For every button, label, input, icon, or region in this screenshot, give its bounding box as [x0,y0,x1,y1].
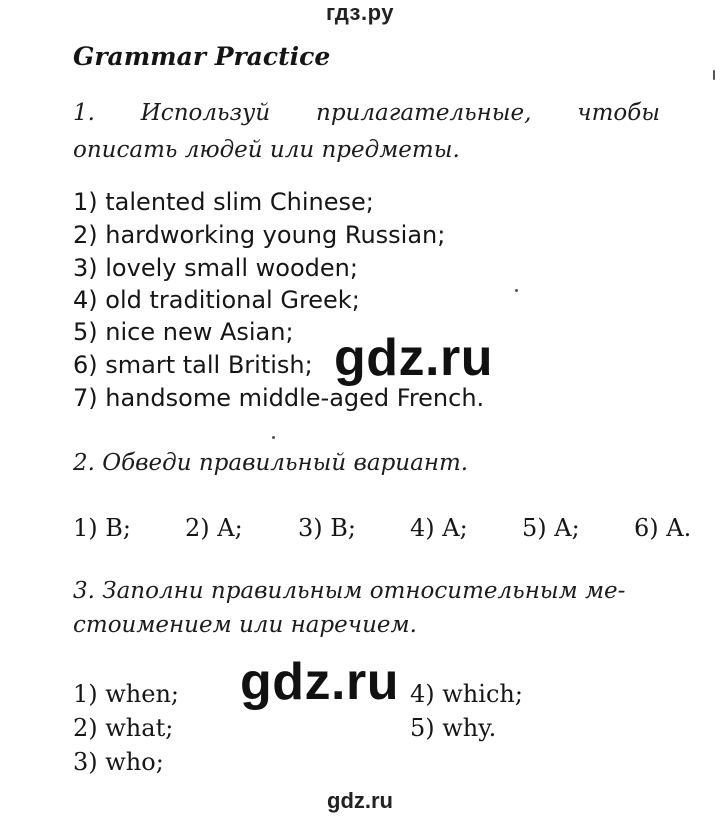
site-label-bottom: gdz.ru [327,788,393,813]
scan-speck [272,436,275,439]
task3-answer-2: 2) what; [73,714,174,742]
task3-answer-3: 3) who; [73,748,164,776]
task1-item-1: 1) talented slim Chinese; [73,188,374,216]
task3-answer-5: 5) why. [410,714,497,742]
task3-answer-4: 4) which; [410,680,523,708]
task2-answer-6: 6) A. [634,514,692,542]
task2-answer-1: 1) B; [73,514,131,542]
task1-item-7: 7) handsome middle-aged French. [73,384,485,412]
section-heading: Grammar Practice [73,42,331,71]
watermark-1: gdz.ru [330,332,497,384]
task3-answer-1: 1) when; [73,680,180,708]
task2-instruction: 2. Обведи правильный вариант. [73,450,469,476]
task1-item-5: 5) nice new Asian; [73,318,294,346]
scan-speck [515,289,518,292]
task2-answer-3: 3) B; [298,514,356,542]
task1-item-4: 4) old traditional Greek; [73,286,360,314]
task1-item-2: 2) hardworking young Russian; [73,221,446,249]
task2-answer-2: 2) A; [185,514,243,542]
task3-instruction-line1: 3. Заполни правильным относительным ме- [73,578,626,604]
watermark-2: gdz.ru [236,656,403,708]
task1-instruction-line2: описать людей или предметы. [73,137,460,163]
task1-item-6: 6) smart tall British; [73,351,313,379]
site-label-top: гдз.ру [326,0,394,25]
task3-instruction-line2: стоимением или наречием. [73,612,417,638]
task1-item-3: 3) lovely small wooden; [73,254,358,282]
task2-answer-4: 4) A; [410,514,468,542]
scan-speck [713,70,715,80]
task2-answer-5: 5) A; [522,514,580,542]
task1-instruction-line1: 1. Используй прилагательные, чтобы [73,100,660,126]
